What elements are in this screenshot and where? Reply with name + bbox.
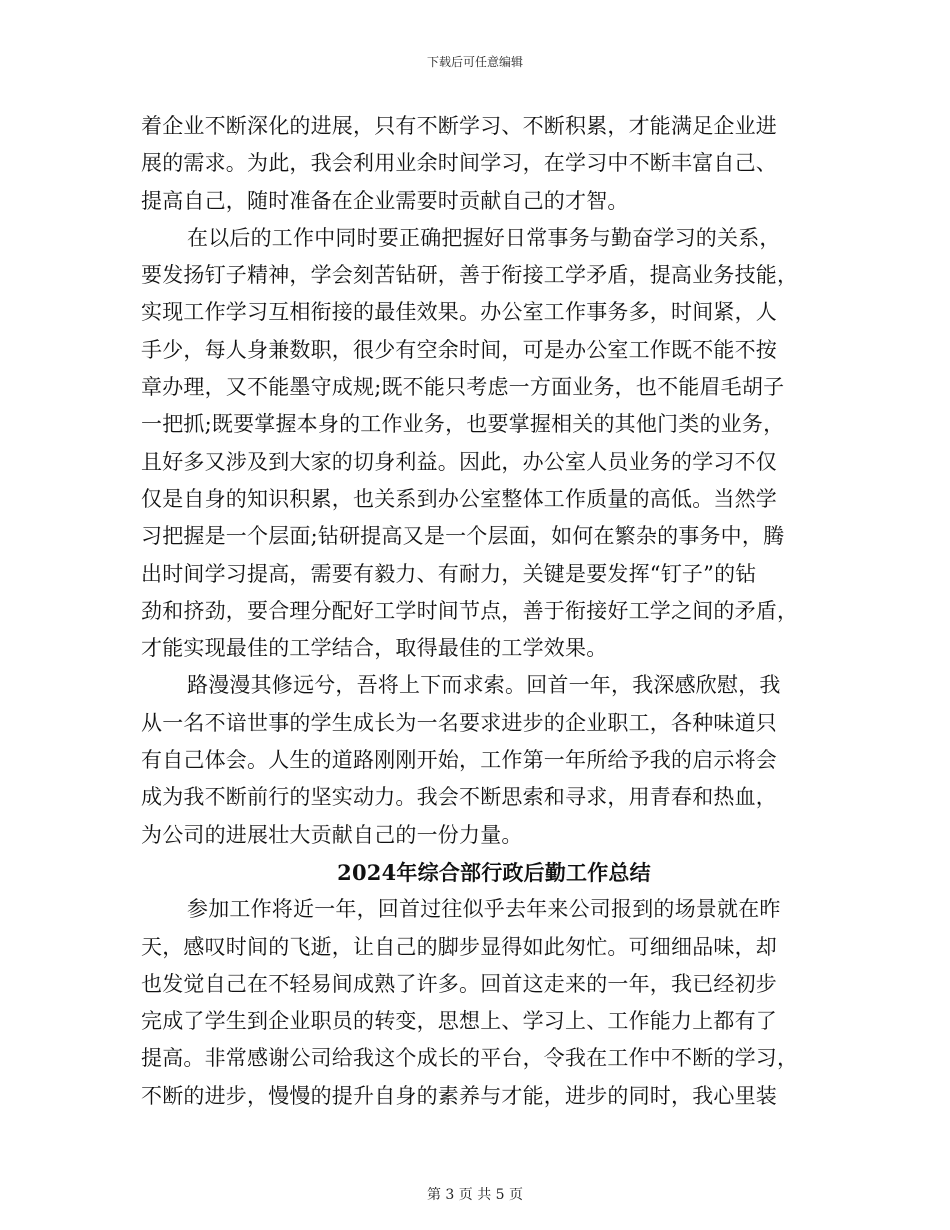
body-line: 且好多又涉及到大家的切身利益。因此，办公室人员业务的学习不仅 xyxy=(141,449,777,474)
body-line: 为公司的进展壮大贡献自己的一份力量。 xyxy=(141,822,523,847)
page-number: 第 3 页 共 5 页 xyxy=(426,1187,524,1203)
body-line: 出时间学习提高，需要有毅力、有耐力，关键是要发挥“钉子”的钻 xyxy=(141,561,757,586)
body-line: 仅是自身的知识积累，也关系到办公室整体工作质量的高低。当然学 xyxy=(141,486,777,511)
page-header: 下载后可任意编辑 xyxy=(426,55,523,69)
body-line: 天，感叹时间的飞逝，让自己的脚步显得如此匆忙。可细细品味，却 xyxy=(141,934,777,959)
body-line: 也发觉自己在不轻易间成熟了许多。回首这走来的一年，我已经初步 xyxy=(141,971,777,996)
document-body xyxy=(141,108,801,1115)
body-line: 不断的进步，慢慢的提升自身的素养与才能，进步的同时，我心里装 xyxy=(141,1083,777,1108)
body-line: 要发扬钉子精神，学会刻苦钻研，善于衔接工学矛盾，提高业务技能， xyxy=(141,263,799,288)
body-line: 有自己体会。人生的道路刚刚开始，工作第一年所给予我的启示将会 xyxy=(141,748,777,773)
body-line: 一把抓;既要掌握本身的工作业务，也要掌握相关的其他门类的业务， xyxy=(141,412,785,437)
body-line: 着企业不断深化的进展，只有不断学习、不断积累，才能满足企业进 xyxy=(141,114,777,138)
body-line: 从一名不谙世事的学生成长为一名要求进步的企业职工，各种味道只 xyxy=(141,710,777,735)
body-line: 提高。非常感谢公司给我这个成长的平台，令我在工作中不断的学习， xyxy=(141,1046,799,1071)
body-line: 展的需求。为此，我会利用业余时间学习，在学习中不断丰富自己、 xyxy=(141,151,777,176)
body-line: 劲和挤劲，要合理分配好工学时间节点，善于衔接好工学之间的矛盾， xyxy=(141,598,799,623)
body-line: 成为我不断前行的坚实动力。我会不断思索和寻求，用青春和热血， xyxy=(141,785,777,810)
body-line: 章办理，又不能墨守成规;既不能只考虑一方面业务，也不能眉毛胡子 xyxy=(141,375,785,400)
body-line: 才能实现最佳的工学结合，取得最佳的工学效果。 xyxy=(141,636,608,661)
body-line: 实现工作学习互相衔接的最佳效果。办公室工作事务多，时间紧，人 xyxy=(141,300,777,325)
body-line: 完成了学生到企业职员的转变，思想上、学习上、工作能力上都有了 xyxy=(141,1009,777,1034)
body-line: 提高自己，随时准备在企业需要时贡献自己的才智。 xyxy=(141,188,629,213)
body-line: 手少，每人身兼数职，很少有空余时间，可是办公室工作既不能不按 xyxy=(141,337,777,362)
body-line: 习把握是一个层面;钻研提高又是一个层面，如何在繁杂的事务中，腾 xyxy=(141,524,785,549)
paragraph-first-line: 路漫漫其修远兮，吾将上下而求索。回首一年，我深感欣慰，我 xyxy=(187,673,781,698)
paragraph-first-line: 在以后的工作中同时要正确把握好日常事务与勤奋学习的关系， xyxy=(187,225,781,250)
section-title: 2024年综合部行政后勤工作总结 xyxy=(337,859,651,885)
paragraph-first-line: 参加工作将近一年，回首过往似乎去年来公司报到的场景就在昨 xyxy=(187,897,781,922)
